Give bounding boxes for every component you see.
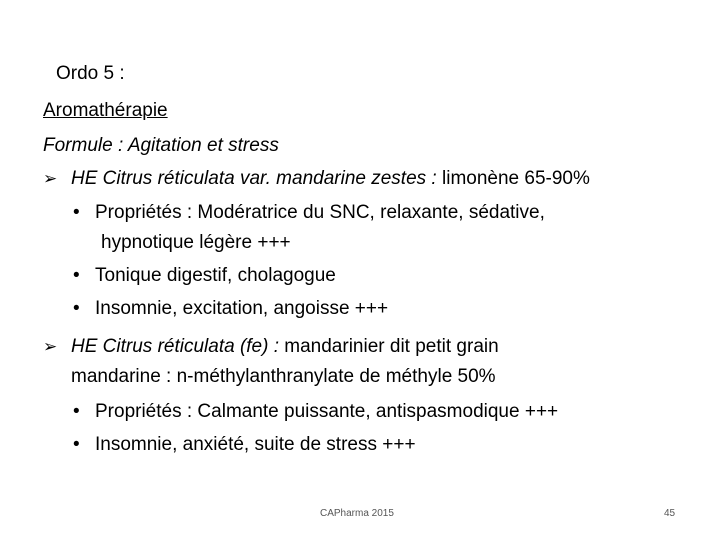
item-1-bullet-1 (73, 202, 545, 224)
item-1-bullet-3 (73, 298, 388, 320)
bullet-icon: • (73, 265, 80, 286)
bullet-text: Propriétés : Calmante puissante, antispasmodique +++ (95, 401, 559, 422)
bullet-text: Tonique digestif, cholagogue (95, 265, 336, 286)
item-2-bullet-2 (73, 434, 416, 456)
item-2 (43, 336, 499, 358)
item-1-name: HE Citrus réticulata var. mandarine zestes : (71, 168, 437, 189)
item-2-continuation: mandarine : n-méthylanthranylate de méthyle 50% (71, 366, 496, 387)
arrow-bullet-icon: ➢ (43, 337, 58, 356)
bullet-icon: • (73, 401, 80, 422)
item-1 (43, 168, 590, 190)
bullet-text: Insomnie, excitation, angoisse +++ (95, 298, 389, 319)
item-2-bullet-1 (73, 401, 558, 423)
item-1-bullet-1-continuation: hypnotique légère +++ (101, 232, 291, 253)
slide-title: Ordo 5 : (56, 63, 125, 84)
item-1-bullet-2 (73, 265, 336, 287)
footer-text: CAPharma 2015 (320, 508, 394, 519)
item-2-name: HE Citrus réticulata (fe) : (71, 336, 279, 357)
section-heading: Aromathérapie (43, 100, 168, 121)
formula-line: Formule : Agitation et stress (43, 135, 279, 156)
bullet-icon: • (73, 202, 80, 223)
bullet-icon: • (73, 434, 80, 455)
arrow-bullet-icon: ➢ (43, 169, 58, 188)
bullet-text: Propriétés : Modératrice du SNC, relaxante, sédative, (95, 202, 545, 223)
item-2-detail: mandarinier dit petit grain (279, 336, 499, 357)
item-1-detail: limonène 65-90% (436, 168, 590, 189)
bullet-text: Insomnie, anxiété, suite de stress +++ (95, 434, 416, 455)
bullet-icon: • (73, 298, 80, 319)
page-number: 45 (664, 508, 676, 519)
